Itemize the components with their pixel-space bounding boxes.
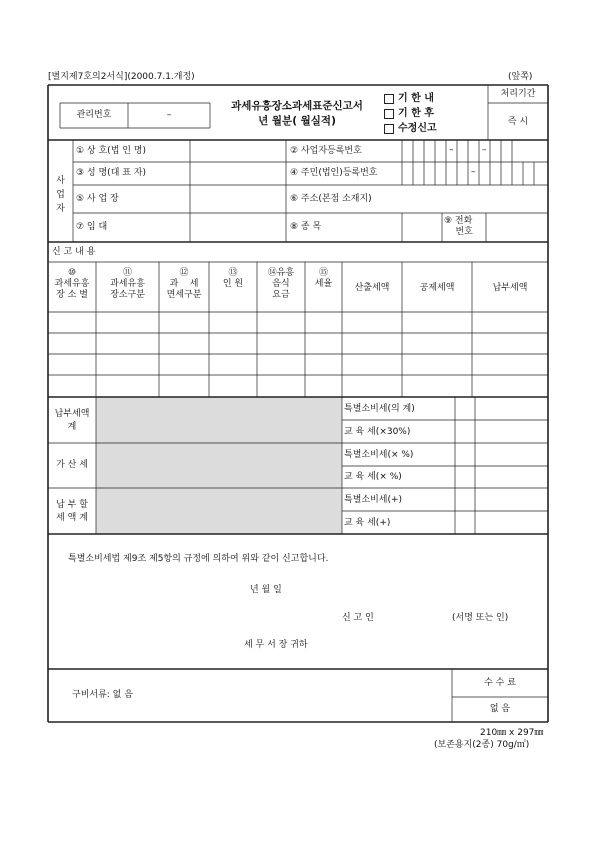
business-reg-dash: – (449, 145, 454, 155)
business-reg-no-label: ② 사업자등록번호 (290, 146, 362, 156)
fee-label: 수 수 료 (484, 678, 516, 688)
col-tax-rate: ⑮ 세율 (314, 268, 333, 289)
summary-penalty-label: 가 산 세 (56, 460, 88, 470)
page-side-label: (앞쪽) (508, 72, 533, 82)
option-late-checkbox[interactable] (384, 109, 394, 119)
paper-spec: (보존용지(2종) 70g/㎡) (434, 740, 530, 750)
col-tax-exempt: ⑫ 과 세 면세구분 (166, 268, 202, 300)
col-venue-type: ⑪ 과세유흥 장소구분 (110, 268, 145, 300)
processing-period-value: 즉 시 (507, 117, 529, 127)
summary-payable-special-tax: 특별소비세(+) (344, 495, 403, 505)
reporter-label: 신 고 인 (342, 613, 374, 623)
option-on-time-label: 기 한 내 (398, 93, 434, 104)
declaration-date: 년 월 일 (250, 585, 282, 595)
business-type-label: ⑧ 종 목 (290, 222, 322, 232)
option-late-label: 기 한 후 (398, 108, 434, 119)
form-number: [별지제7호의2서식](2000.7.1.개정) (48, 72, 195, 82)
business-place-label: ⑤ 사 업 장 (76, 194, 119, 204)
col-payable-tax: 납부세액 (492, 283, 528, 293)
address-label: ⑥ 주소(본점 소재지) (290, 194, 372, 204)
option-on-time-checkbox[interactable] (384, 94, 394, 104)
summary-paid-total-label: 납부세액 계 (54, 409, 90, 432)
col-charges: ⑭유흥 음식 요금 (267, 268, 295, 300)
lease-label: ⑦ 임 대 (76, 222, 108, 232)
form-period-line: 년 월분( 월실적) (258, 115, 336, 127)
col-venue: ⑩ 과세유흥 장 소 별 (54, 268, 90, 300)
management-number-field[interactable]: – (166, 110, 172, 120)
option-amended-checkbox[interactable] (384, 124, 394, 134)
company-name-label: ① 상 호(법 인 명) (76, 146, 147, 156)
fee-value: 없 음 (489, 704, 511, 714)
col-persons: ⑬ 인 원 (222, 268, 244, 289)
management-number-label: 관리번호 (76, 110, 112, 120)
summary-paid-special-tax: 특별소비세(의 계) (344, 404, 415, 414)
processing-period-label: 처리기간 (500, 89, 536, 99)
option-amended-label: 수정신고 (398, 123, 437, 134)
summary-penalty-education-tax: 교 육 세(× %) (344, 472, 402, 482)
representative-label: ③ 성 명(대 표 자) (76, 168, 147, 178)
paper-size: 210㎜ x 297㎜ (480, 728, 544, 738)
form-title: 과세유흥장소과세표준신고서 (231, 100, 363, 112)
declaration-text: 특별소비세법 제9조 제5항의 규정에 의하여 위와 같이 신고합니다. (68, 554, 329, 564)
signature-label: (서명 또는 인) (452, 613, 509, 623)
taxpayer-section-label: 사 업 자 (56, 176, 65, 214)
resident-reg-dash: – (471, 167, 476, 177)
report-section-label: 신 고 내 용 (52, 247, 96, 257)
summary-payable-education-tax: 교 육 세(+) (344, 518, 391, 528)
required-documents: 구비서류: 없 음 (72, 690, 133, 700)
summary-payable-label: 납 부 할 세 액 계 (56, 500, 88, 523)
summary-penalty-special-tax: 특별소비세(× %) (344, 450, 414, 460)
col-computed-tax: 산출세액 (354, 283, 390, 293)
business-reg-dash: – (482, 145, 487, 155)
summary-paid-education-tax: 교 육 세(×30%) (344, 427, 411, 437)
resident-reg-no-label: ④ 주민(법인)등록번호 (290, 168, 378, 178)
col-deducted-tax: 공제세액 (419, 283, 455, 293)
phone-label: ⑨ 전화 번호 (444, 216, 473, 237)
tax-office-addressee: 세 무 서 장 귀하 (244, 640, 308, 650)
